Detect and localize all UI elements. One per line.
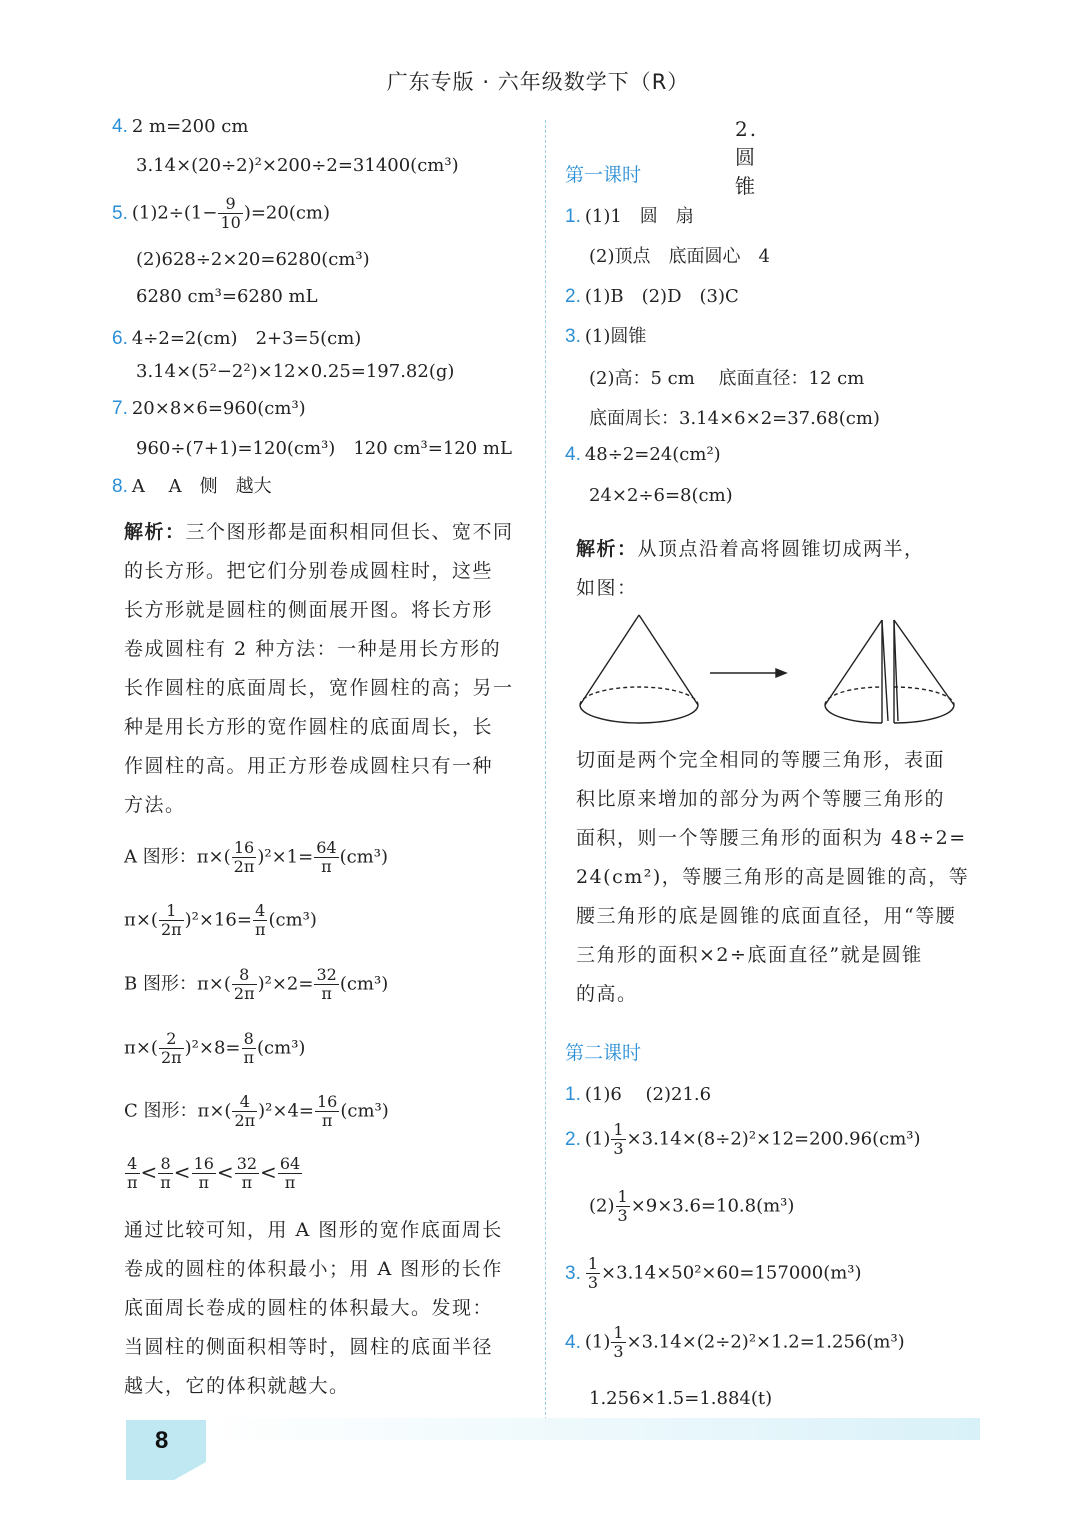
analysis-line: 长方形就是圆柱的侧面展开图。将长方形 — [124, 599, 494, 621]
calc-c1: C 图形：π×( $\frac{4}{2\pi}$ )²×4= $\frac{16}{\pi}$ (cm³) — [124, 1092, 389, 1130]
left-analysis — [124, 513, 514, 825]
right-explanation: 切面是两个完全相同的等腰三角形，表面 积比原来增加的部分为两个等腰三角形的 面积，则一个等腰三角形的面积为 48÷2= 24(cm²)，等腰三角形的高是圆锥的高，等 腰三角形的底是圆锥的底面直径，用“等腰 三角形的面积×2÷底面直径”就是圆锥 的高。 — [576, 749, 970, 1005]
right-analysis: 解析：从顶点沿着高将圆锥切成两半， 如图： — [576, 538, 925, 599]
calc-b2: π×( $\frac{2}{2\pi}$ )²×8= $\frac{8}{\pi}$ (cm³) — [124, 1029, 306, 1067]
split-cone-icon — [825, 620, 954, 723]
lesson-1-title: 第一课时 — [565, 164, 642, 186]
analysis-line: 作圆柱的高。用正方形卷成圆柱只有一种 — [124, 755, 494, 777]
calc-a2: π×( $\frac{1}{2\pi}$ )²×16= $\frac{4}{\pi}$ (cm³) — [124, 901, 317, 939]
analysis-line: 卷成圆柱有 2 种方法：一种是用长方形的 — [124, 638, 502, 660]
left-q4-line1: 4. 2 m=200 cm — [112, 116, 249, 137]
cone-icon — [580, 615, 698, 723]
right-q4-line1: 4. 48÷2=24(cm²) — [565, 444, 721, 465]
analysis-line: 解析：三个图形都是面积相同但长、宽不同 — [124, 521, 514, 543]
analysis-line: 长作圆柱的底面周长，宽作圆柱的高；另一 — [124, 677, 514, 699]
left-q8-line1: 8. A A 侧 越大 — [112, 476, 272, 497]
left-q6-line1: 6. 4÷2=2(cm) 2+3=5(cm) — [112, 328, 362, 349]
right-q3-line1: 3. (1)圆锥 — [565, 326, 647, 347]
section-title: 2. 圆锥 — [735, 117, 759, 198]
analysis-line: 种是用长方形的宽作圆柱的底面周长，长 — [124, 716, 494, 738]
left-q7-line2: 960÷(7+1)=120(cm³) 120 cm³=120 mL — [136, 438, 512, 459]
analysis-line: 方法。 — [124, 794, 186, 816]
calc-b1: B 图形：π×( $\frac{8}{2\pi}$ )²×2= $\frac{32}{\pi}$ (cm³) — [124, 965, 389, 1003]
left-q4-line2: 3.14×(20÷2)²×200÷2=31400(cm³) — [136, 155, 459, 176]
arrow-icon — [710, 669, 786, 677]
right-p4-line2: 1.256×1.5=1.884(t) — [589, 1388, 773, 1409]
analysis-line: 的长方形。把它们分别卷成圆柱时，这些 — [124, 560, 494, 582]
right-p1-line1: 1. (1)6 (2)21.6 — [565, 1084, 712, 1105]
left-conclusion: 通过比较可知，用 A 图形的宽作底面周长 卷成的圆柱的体积最小；用 A 图形的长作 底面周长卷成的圆柱的体积最大。发现： 当圆柱的侧面积相等时，圆柱的底面半径 越大，它的体积就越大。 — [124, 1219, 503, 1397]
calc-a1: A 图形：π×( $\frac{16}{2\pi}$ )²×1= $\frac{64}{\pi}$ (cm³) — [124, 838, 388, 876]
right-p2-line2: (2) $\frac{1}{3}$ ×9×3.6=10.8(m³) — [589, 1187, 795, 1225]
right-p4-line1: 4. (1) $\frac{1}{3}$ ×3.14×(2÷2)²×1.2=1.256(m³) — [565, 1323, 905, 1361]
right-q3-line2: (2)高：5 cm 底面直径：12 cm — [589, 368, 865, 389]
lesson-2-title: 第二课时 — [565, 1042, 642, 1064]
right-q1-line2: (2)顶点 底面圆心 4 — [589, 246, 770, 267]
right-q2-line1: 2. (1)B (2)D (3)C — [565, 286, 739, 307]
inequality: $\frac{4}{\pi}$ < $\frac{8}{\pi}$ < $\frac{16}{\pi}$ < $\frac{32}{\pi}$ < $\frac{64}{\pi}$ — [127, 1154, 301, 1192]
right-q3-line3: 底面周长：3.14×6×2=37.68(cm) — [589, 408, 880, 429]
left-q6-line2: 3.14×(5²−2²)×12×0.25=197.82(g) — [136, 361, 455, 382]
right-q4-line2: 24×2÷6=8(cm) — [589, 485, 733, 506]
left-q5-line3: 6280 cm³=6280 mL — [136, 286, 318, 307]
footer-bar — [200, 1418, 980, 1440]
right-p2-line1: 2. (1) $\frac{1}{3}$ ×3.14×(8÷2)²×12=200.96(cm³) — [565, 1120, 921, 1158]
cone-cut-diagram — [570, 605, 970, 735]
column-divider — [545, 120, 546, 1420]
page-header: 广东专版 · 六年级数学下（R） — [386, 70, 690, 94]
right-q1-line1: 1. (1)1 圆 扇 — [565, 206, 694, 227]
right-p3-line1: 3. $\frac{1}{3}$ ×3.14×50²×60=157000(m³) — [565, 1254, 862, 1292]
left-q7-line1: 7. 20×8×6=960(cm³) — [112, 398, 306, 419]
left-q5-line2: (2)628÷2×20=6280(cm³) — [136, 249, 370, 270]
fraction: $\frac{9}{10}$ — [220, 194, 241, 232]
left-q5-line1: 5. (1)2÷(1− $\frac{9}{10}$ )=20(cm) — [112, 194, 331, 232]
page-number: 8 — [155, 1427, 169, 1454]
